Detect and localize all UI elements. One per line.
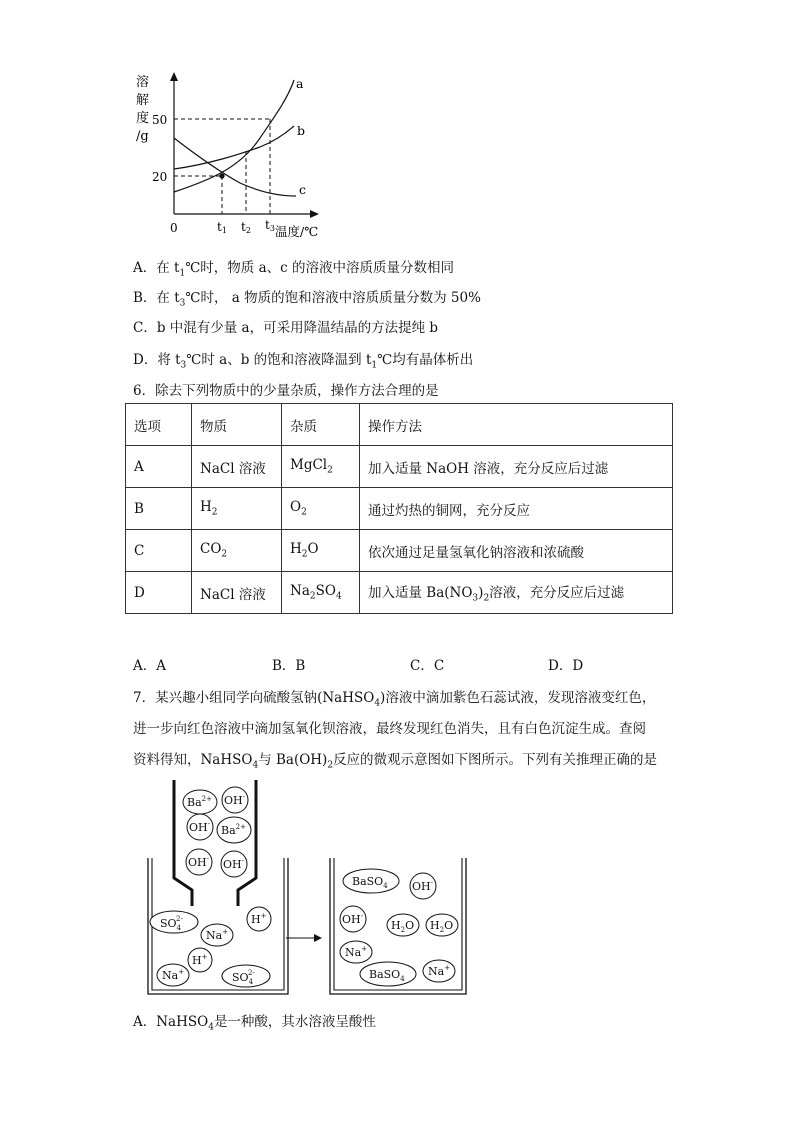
cell-option: A — [126, 446, 192, 488]
particle-baso4-2 — [360, 962, 416, 986]
svg-text:H+: H+ — [192, 953, 208, 967]
svg-text:BaSO4: BaSO$_4$ — [369, 968, 405, 983]
ion-ba-2 — [217, 817, 251, 843]
table-row — [126, 530, 673, 572]
ion-so4-2 — [222, 965, 270, 987]
svg-text:H+: H+ — [251, 912, 267, 926]
curve-b — [174, 126, 294, 169]
header-impurity: 杂质 — [282, 404, 360, 446]
cell-substance: $H_2$ — [192, 488, 282, 530]
cell-substance: $CO_2$ — [192, 530, 282, 572]
curve-c — [174, 138, 296, 196]
header-option: 选项 — [126, 404, 192, 446]
q7-line-1: 7．某兴趣小组同学向硫酸氢钠(NaHSO$_4$)溶液中滴加紫色石蕊试液，发现溶液变红色， — [133, 690, 656, 709]
cell-substance: NaCl 溶液 — [192, 572, 282, 614]
q6-options — [133, 654, 673, 674]
q7-line-3: 资料得知，NaHSO$_4$与 $Ba(OH)_2$反应的微观示意图如下图所示。下列有关推理正确的是 — [133, 752, 658, 771]
header-method: 操作方法 — [360, 404, 673, 446]
ion-so4-1 — [150, 911, 198, 933]
table-row — [126, 572, 673, 614]
y-label-char-3: 度 — [136, 111, 150, 126]
cell-substance: NaCl 溶液 — [192, 446, 282, 488]
svg-text:OH-: OH- — [189, 820, 210, 834]
q7-option-a: A．NaHSO$_4$是一种酸，其水溶液呈酸性 — [133, 1014, 376, 1033]
curve-a — [174, 80, 294, 192]
svg-text:Na+: Na+ — [428, 964, 451, 978]
svg-text:OH-: OH- — [342, 912, 363, 926]
label-c: c — [299, 182, 307, 197]
ion-h-2 — [188, 948, 212, 972]
table-row — [126, 488, 673, 530]
svg-text:SO42-: $SO_42-$ — [160, 915, 183, 932]
cell-method: 加入适量 $Ba(NO_3)_2$溶液，充分反应后过滤 — [360, 572, 673, 614]
table-header-row — [126, 404, 673, 446]
ion-h-1 — [247, 907, 271, 931]
q7-line-2: 进一步向红色溶液中滴加氢氧化钡溶液，最终发现红色消失，且有白色沉淀生成。查阅 — [133, 721, 646, 737]
ion-oh-5 — [410, 873, 436, 899]
ion-na-1 — [201, 924, 233, 946]
svg-text:OH-: OH- — [223, 857, 244, 871]
xtick-t2: t2 — [241, 220, 251, 235]
cell-option: B — [126, 488, 192, 530]
xtick-t3: t3 — [265, 218, 275, 233]
ion-oh-4 — [221, 851, 247, 877]
label-b: b — [297, 123, 306, 138]
molecule-h2o-2 — [426, 914, 458, 936]
xtick-t1: t1 — [217, 220, 227, 235]
svg-text:Ba2+: $Ba^{2+}$ — [187, 795, 212, 809]
ion-ba-1 — [183, 790, 217, 814]
q6-option-d: D．D — [548, 658, 584, 674]
x-label: 温度/℃ — [275, 224, 319, 239]
particle-baso4-1 — [343, 869, 399, 893]
q5-option-a: A．在 $t_1℃$时，物质 a、c 的溶液中溶质质量分数相同 — [133, 260, 454, 279]
svg-text:Ba2+: $Ba^{2+}$ — [221, 823, 246, 837]
ytick-50: 50 — [152, 113, 168, 127]
ion-na-3 — [340, 941, 372, 963]
intersection-dot — [219, 173, 224, 178]
table-row — [126, 446, 673, 488]
cell-method: 通过灼热的铜网，充分反应 — [360, 488, 673, 530]
svg-text:OH-: OH- — [412, 879, 433, 893]
cell-impurity: $H_2O$ — [282, 530, 360, 572]
label-a: a — [296, 76, 304, 91]
y-label-char-1: 溶 — [136, 75, 150, 90]
solubility-graph — [130, 68, 340, 243]
svg-text:Na+: Na+ — [206, 928, 229, 942]
cell-option: D — [126, 572, 192, 614]
q5-option-c: C．b 中混有少量 a，可采用降温结晶的方法提纯 b — [133, 320, 439, 336]
q6-table — [125, 403, 673, 614]
y-label-char-4: /g — [136, 129, 149, 144]
molecule-h2o-1 — [387, 914, 419, 936]
cell-impurity: $Na_2SO_4$ — [282, 572, 360, 614]
q6-stem: 6．除去下列物质中的少量杂质，操作方法合理的是 — [133, 383, 439, 399]
cell-impurity: MgCl$_2$ — [282, 446, 360, 488]
ion-oh-3 — [186, 849, 212, 875]
svg-text:H2O: $H_2O$ — [391, 919, 415, 934]
svg-text:Na+: Na+ — [345, 945, 368, 959]
ytick-20: 20 — [152, 170, 168, 184]
header-substance: 物质 — [192, 404, 282, 446]
svg-text:OH-: OH- — [188, 855, 209, 869]
reaction-arrow-head — [314, 934, 322, 942]
y-label-char-2: 解 — [136, 93, 150, 108]
cell-method: 依次通过足量氢氧化钠溶液和浓硫酸 — [360, 530, 673, 572]
ion-oh-1 — [222, 787, 248, 813]
ion-oh-2 — [187, 814, 213, 840]
q5-option-d: D．将 $t_3℃$时 a、b 的饱和溶液降温到 $t_1℃$均有晶体析出 — [133, 352, 474, 371]
svg-text:Na+: Na+ — [162, 968, 185, 982]
reaction-diagram — [140, 778, 475, 1000]
cell-method: 加入适量 NaOH 溶液，充分反应后过滤 — [360, 446, 673, 488]
q6-option-c: C．C — [410, 658, 445, 674]
y-axis-arrow — [170, 72, 178, 81]
cell-impurity: $O_2$ — [282, 488, 360, 530]
cell-option: C — [126, 530, 192, 572]
q5-option-b: B．在 $t_3℃$时， a 物质的饱和溶液中溶质质量分数为 50% — [133, 290, 481, 309]
svg-text:H2O: $H_2O$ — [430, 919, 454, 934]
x-axis-arrow — [310, 210, 319, 218]
q6-option-a: A．A — [133, 658, 166, 674]
svg-text:BaSO4: BaSO$_4$ — [352, 875, 388, 890]
svg-text:OH-: OH- — [224, 793, 245, 807]
svg-text:SO42-: $SO_42-$ — [232, 969, 255, 986]
origin-label: 0 — [170, 221, 178, 235]
ion-na-4 — [423, 960, 455, 982]
ion-oh-6 — [340, 906, 366, 932]
ion-na-2 — [157, 964, 189, 986]
q6-option-b: B．B — [272, 658, 306, 674]
